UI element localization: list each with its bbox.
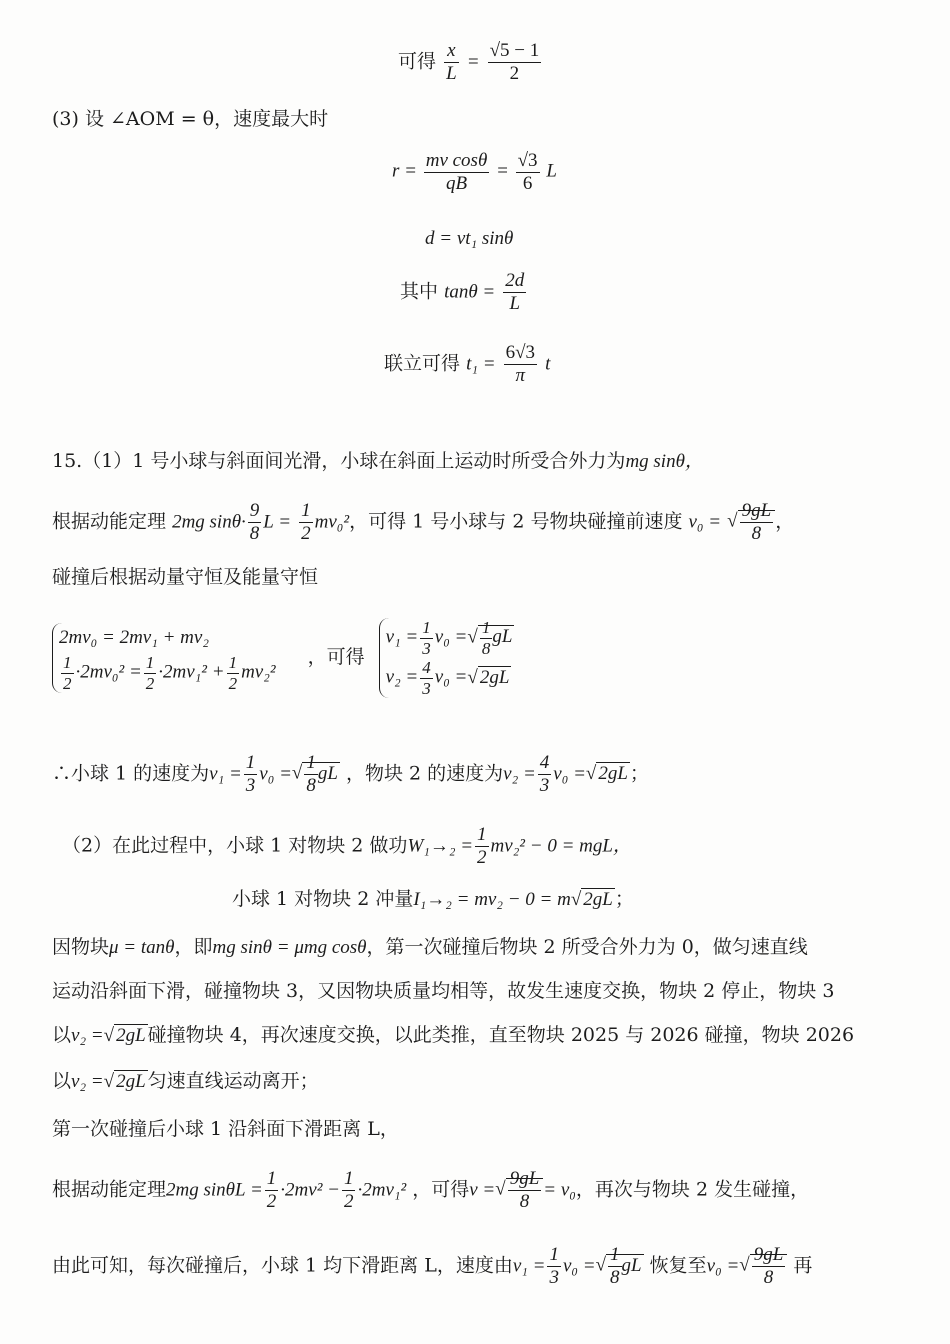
q15-line3: 碰撞后根据动量守恒及能量守恒: [52, 566, 319, 588]
fraction: $\frac{\text{mv cosθ}}{qB}$: [425, 150, 488, 194]
q15-line1: 15.（1）1 号小球与斜面间光滑，小球在斜面上运动时所受合外力为mg sinθ，: [52, 450, 704, 472]
part2-work-line: （2）在此过程中，小球 1 对物块 2 做功W₁→₂ = $\frac{1}{2}$ mv₂² − 0 = mgL，: [62, 824, 632, 868]
tan-equation: 其中 tanθ = $\frac{2d}{L}$: [400, 270, 525, 314]
fraction: $\frac{2d}{L}$: [505, 270, 525, 314]
sqrt-expression: √ $\frac{9gL}{8}$: [727, 500, 775, 545]
conservation-system: 2mv₀ = 2mv₁ + mv₂ $\frac{1}{2}$ ·2mv₀² = $\frac{1}{2}$ ·2mv₁² + $\frac{1}{2}$ mv₂²: [52, 623, 276, 693]
ke-de-label: 可得: [398, 50, 437, 73]
fraction: $\frac{9}{8}$: [249, 500, 260, 544]
para6: 根据动能定理2mg sinθL = $\frac{1}{2}$ ·2mv² − $\frac{1}{2}$ ·2mv₁² ，可得v =√ $\frac{9gL}{8}$ = v₀，再次与物块 2 发生碰撞，: [52, 1168, 810, 1212]
para3: 以v₂ =√ 2gL 碰撞物块 4，再次速度交换，以此类推，直至物块 2025 与 2026 碰撞，物块 2026: [52, 1024, 855, 1046]
therefore-line: ∴小球 1 的速度为v₁ = $\frac{1}{3}$ v₀ =√ $\frac{1}{8}$ gL ，物块 2 的速度为v₂ = $\frac{4}{3}$ v₀ =√ 2gL ；: [52, 752, 649, 796]
fraction: $\frac{√3}{6}$: [517, 150, 538, 194]
fraction: $\frac{1}{2}$: [301, 500, 311, 544]
part2-impulse-line: 小球 1 对物块 2 冲量I₁→₂ = mv₂ − 0 = m√ 2gL ；: [232, 888, 634, 910]
equation-systems: 2mv₀ = 2mv₁ + mv₂ $\frac{1}{2}$ ·2mv₀² = $\frac{1}{2}$ ·2mv₁² + $\frac{1}{2}$ mv₂² ，可得 v₁ = $\frac{1}{3}$ v₀ =√ $\frac{1}{8}$ gL v₂ = $\frac{4}{3}$ v₀ =√ 2gL: [52, 618, 514, 698]
velocity-solution-system: v₁ = $\frac{1}{3}$ v₀ =√ $\frac{1}{8}$ gL v₂ = $\frac{4}{3}$ v₀ =√ 2gL: [379, 618, 515, 698]
para4: 以v₂ =√ 2gL 匀速直线运动离开；: [52, 1070, 319, 1092]
para2: 运动沿斜面下滑，碰撞物块 3，又因物块质量均相等，故发生速度交换，物块 2 停止，物块 3: [52, 980, 835, 1002]
para5: 第一次碰撞后小球 1 沿斜面下滑距离 L，: [52, 1118, 399, 1140]
fraction: $\frac{x}{L}$: [446, 40, 457, 84]
distance-equation: d = vt₁ sinθ: [425, 228, 514, 249]
fraction: $\frac{√5 - 1}{2}$: [489, 40, 540, 84]
result-x-over-L: 可得 $\frac{x}{L}$ = $\frac{√5 - 1}{2}$: [398, 40, 540, 84]
para7: 由此可知，每次碰撞后，小球 1 均下滑距离 L，速度由v₁ = $\frac{1}{3}$ v₀ =√ $\frac{1}{8}$ gL 恢复至v₀ =√ $\frac{9gL}{8}$ 再: [52, 1244, 813, 1288]
radius-equation: r = $\frac{\text{mv cosθ}}{qB}$ = $\frac{√3}{6}$ L: [392, 150, 557, 194]
q15-line2: 根据动能定理 2mg sinθ· $\frac{9}{8}$ L = $\frac{1}{2}$ mv₀²，可得 1 号小球与 2 号物块碰撞前速度 v₀ = √ $\frac{9gL}{8}$ ，: [52, 500, 795, 544]
part3-intro: (3) 设 ∠AOM = θ，速度最大时: [52, 108, 329, 130]
para1: 因物块μ = tanθ，即mg sinθ = μmg cosθ，第一次碰撞后物块 2 所受合外力为 0，做匀速直线: [52, 936, 808, 958]
fraction: $\frac{6√3}{\pi}$: [505, 342, 536, 386]
t1-equation: 联立可得 t₁ = $\frac{6√3}{\pi}$ t: [384, 342, 551, 386]
